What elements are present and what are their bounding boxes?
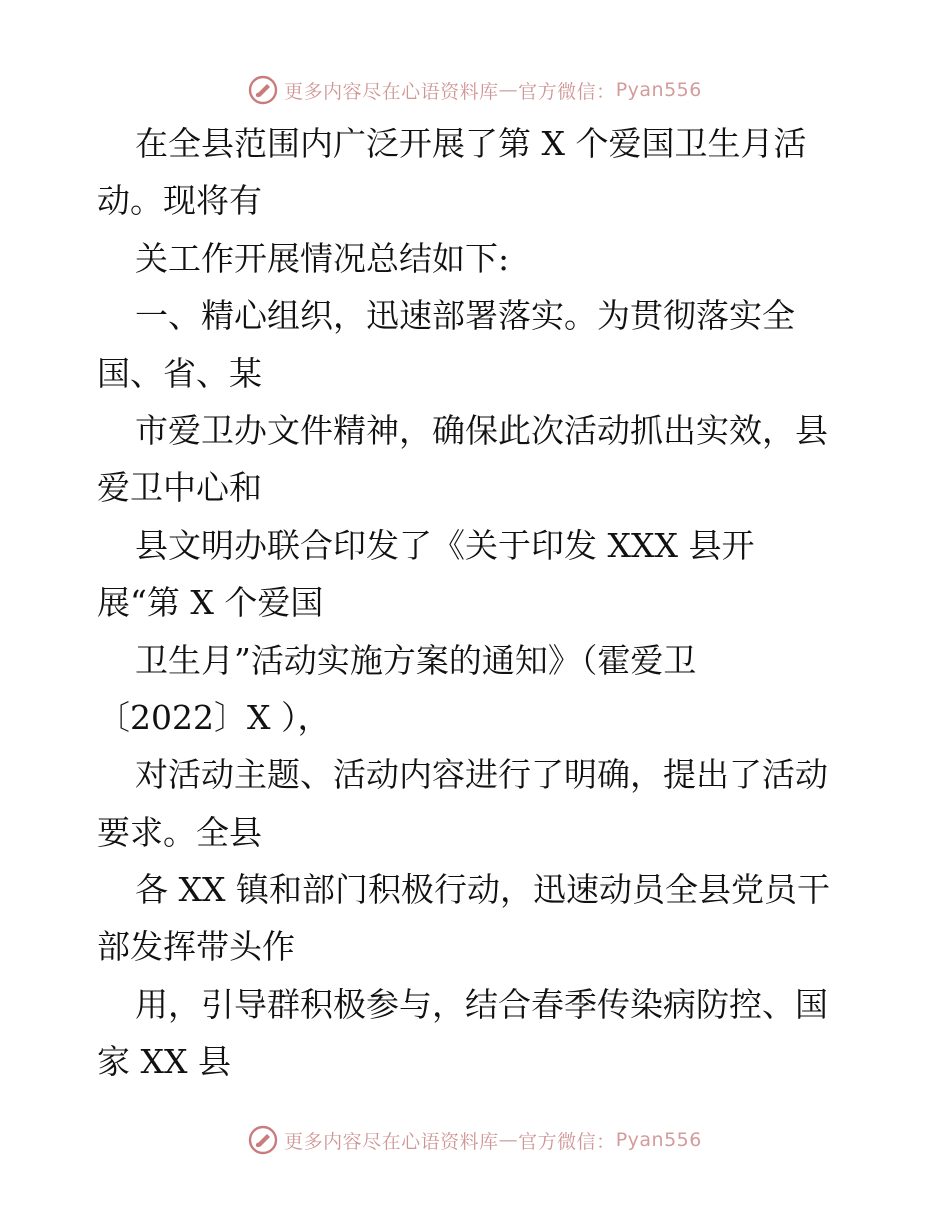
text-line: 要求。全县 <box>97 812 262 852</box>
watermark-separator: — <box>498 1129 519 1151</box>
text-line: 市爱卫办文件精神，确保此次活动抓出实效，县 <box>135 410 828 450</box>
text-line: 县文明办联合印发了《关于印发 XXX 县开 <box>135 525 755 565</box>
text-line: 对活动主题、活动内容进行了明确，提出了活动 <box>135 755 828 795</box>
seal-logo-icon <box>248 1125 278 1155</box>
text-line: 展“第 X 个爱国 <box>97 583 324 623</box>
seal-logo-icon <box>248 75 278 105</box>
watermark-wechat-label: 官方微信： <box>518 80 616 103</box>
text-line: 动。现将有 <box>97 181 262 221</box>
watermark-separator: — <box>498 79 519 101</box>
text-line: 一、精心组织，迅速部署落实。为贯彻落实全 <box>135 296 795 336</box>
text-line: 各 XX 镇和部门积极行动，迅速动员全县党员干 <box>135 870 830 910</box>
text-line: 卫生月”活动实施方案的通知》（霍爱卫 <box>135 640 697 680</box>
watermark-site-text: 更多内容尽在心语资料库 <box>284 80 499 103</box>
text-line: 家 XX 县 <box>97 1042 231 1082</box>
watermark-site-text: 更多内容尽在心语资料库 <box>284 1130 499 1153</box>
text-line: 部发挥带头作 <box>97 927 295 967</box>
text-line: 国、省、某 <box>97 353 262 393</box>
watermark-account: Pyan556 <box>615 79 702 101</box>
text-line: 用，引导群积极参与，结合春季传染病防控、国 <box>135 984 828 1024</box>
footer-watermark <box>0 1120 950 1160</box>
text-line: 爱卫中心和 <box>97 468 262 508</box>
text-line: 关工作开展情况总结如下: <box>135 238 510 278</box>
header-watermark <box>0 70 950 110</box>
document-body <box>97 115 857 1091</box>
watermark-account: Pyan556 <box>615 1129 702 1151</box>
text-line: 〔2022〕X ）， <box>97 697 331 737</box>
text-line: 在全县范围内广泛开展了第 X 个爱国卫生月活 <box>135 124 807 163</box>
watermark-wechat-label: 官方微信： <box>518 1130 616 1153</box>
